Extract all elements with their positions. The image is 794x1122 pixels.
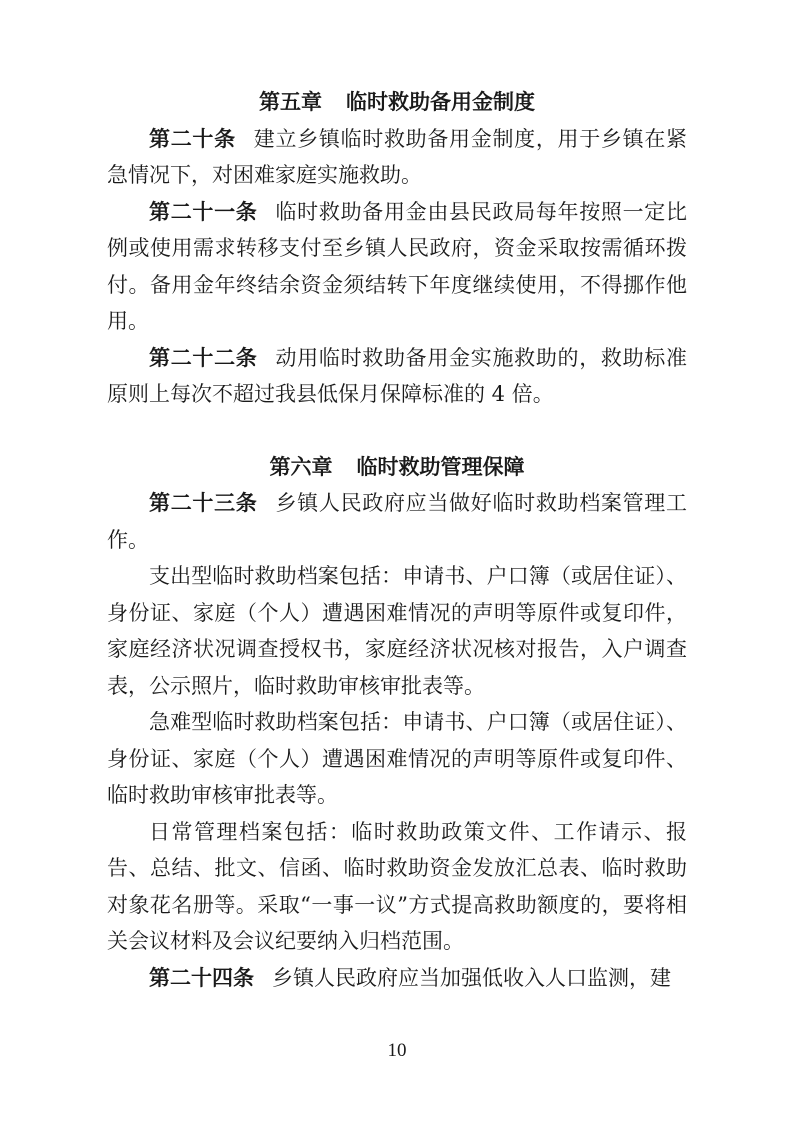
chapter-heading-6 — [107, 449, 687, 486]
article-number: 第二十一条 — [149, 199, 258, 224]
chapter-number: 第五章 — [259, 90, 322, 114]
article-number: 第二十条 — [149, 126, 236, 151]
paragraph-expense-archives: 支出型临时救助档案包括：申请书、户口簿（或居住证）、身份证、家庭（个人）遭遇困难情况的声明等原件或复印件，家庭经济状况调查授权书，家庭经济状况核对报告，入户调查表，公示照片，临时救助审核审批表等。 — [107, 564, 687, 698]
document-body — [107, 84, 687, 996]
paragraph-daily-archives: 日常管理档案包括：临时救助政策文件、工作请示、报告、总结、批文、信函、临时救助资金发放汇总表、临时救助对象花名册等。采取“一事一议”方式提高救助额度的，要将相关会议材料及会议纪要纳入归档范围。 — [107, 819, 687, 953]
paragraph-urgent-archives: 急难型临时救助档案包括：申请书、户口簿（或居住证）、身份证、家庭（个人）遭遇困难情况的声明等原件或复印件、临时救助审核审批表等。 — [107, 710, 687, 807]
page-number: 10 — [387, 1040, 407, 1061]
article-text: 乡镇人民政府应当加强低收入人口监测，建 — [272, 965, 671, 990]
article-text: 乡镇人民政府应当做好临时救助档案管理工作。 — [107, 491, 688, 552]
article-22 — [107, 340, 687, 413]
article-21 — [107, 194, 687, 340]
article-number: 第二十三条 — [149, 491, 258, 515]
article-number: 第二十四条 — [149, 965, 254, 990]
article-23 — [107, 485, 687, 558]
article-text: 动用临时救助备用金实施救助的，救助标准原则上每次不超过我县低保月保障标准的 4 倍。 — [107, 345, 688, 406]
article-20 — [107, 121, 687, 194]
article-number: 第二十二条 — [149, 345, 258, 370]
chapter-title: 临时救助备用金制度 — [346, 90, 535, 114]
article-24 — [107, 960, 687, 997]
chapter-number: 第六章 — [269, 454, 333, 479]
article-text: 建立乡镇临时救助备用金制度，用于乡镇在紧急情况下，对困难家庭实施救助。 — [107, 126, 688, 187]
article-text: 临时救助备用金由县民政局每年按照一定比例或使用需求转移支付至乡镇人民政府，资金采取按需循环拨付。备用金年终结余资金须结转下年度继续使用，不得挪作他用。 — [107, 199, 688, 333]
chapter-title: 临时救助管理保障 — [356, 454, 525, 479]
chapter-heading-5 — [107, 84, 687, 121]
